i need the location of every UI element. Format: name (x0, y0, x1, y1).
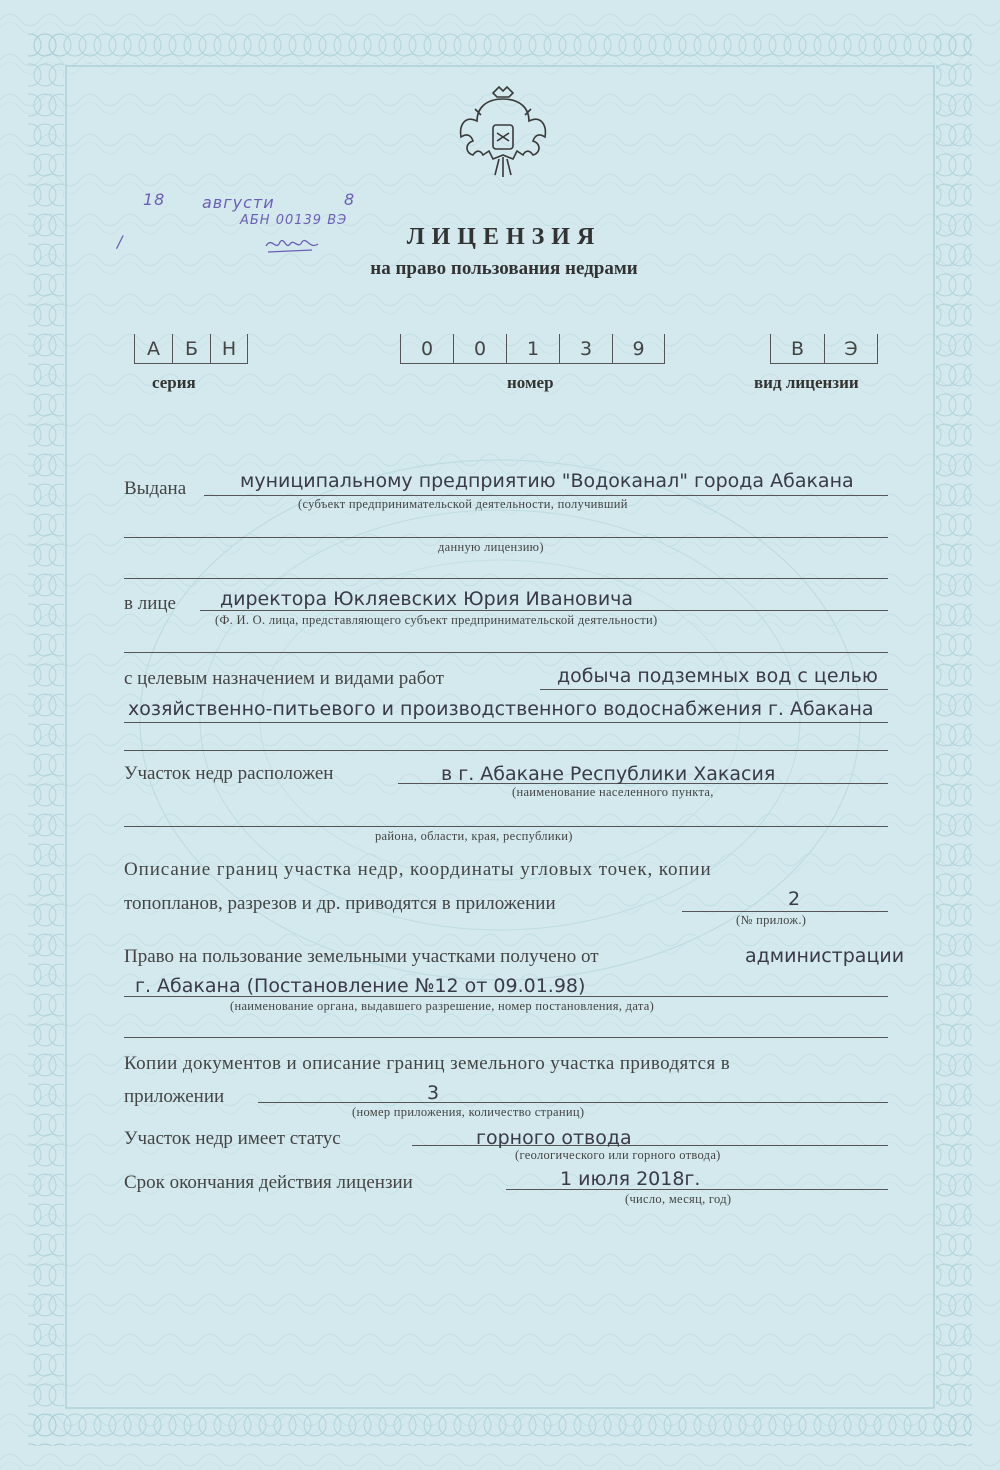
series-box: Б (172, 334, 210, 364)
number-boxes (400, 334, 665, 364)
land-line-2 (124, 1037, 888, 1038)
copies-value: 3 (427, 1082, 440, 1104)
document-title: ЛИЦЕНЗИЯ (406, 224, 602, 250)
purpose-line (540, 689, 888, 690)
boundaries-line-2: топопланов, разрезов и др. приводятся в приложении (124, 893, 556, 914)
series-label: серия (152, 373, 196, 392)
series-box: А (134, 334, 172, 364)
status-label: Участок недр имеет статус (124, 1128, 341, 1149)
location-note-1: (наименование населенного пункта, (512, 785, 714, 799)
coat-of-arms-emblem-icon (455, 85, 551, 185)
land-line-1: Право на пользование земельными участками получено от (124, 946, 599, 967)
type-boxes (770, 334, 878, 364)
number-box: 3 (559, 334, 612, 364)
handwritten-month: августи (202, 193, 275, 212)
purpose-value-1: добыча подземных вод с целью (557, 665, 878, 687)
copies-line-2: приложении (124, 1086, 225, 1107)
expiry-value: 1 июля 2018г. (560, 1168, 701, 1190)
copies-note: (номер приложения, количество страниц) (352, 1105, 585, 1119)
document-subtitle: на право пользования недрами (370, 258, 638, 279)
purpose-label: с целевым назначением и видами работ (124, 668, 444, 689)
land-value-1: администрации (745, 945, 905, 967)
location-note-2: района, области, края, республики) (375, 829, 573, 843)
person-label: в лице (124, 593, 176, 614)
handwritten-day: 18 (143, 190, 166, 209)
handwritten-tick: / (117, 232, 124, 251)
handwritten-code: АБН 00139 ВЭ (240, 213, 348, 228)
status-value: горного отвода (476, 1127, 632, 1149)
location-label: Участок недр расположен (124, 763, 334, 784)
expiry-note: (число, месяц, год) (625, 1192, 732, 1206)
number-box: 0 (453, 334, 506, 364)
number-label: номер (507, 373, 554, 392)
person-line-2 (124, 652, 888, 653)
type-box: Э (824, 334, 878, 364)
issued-line (204, 495, 888, 496)
issued-note-1: (субъект предпринимательской деятельности, получивший (298, 497, 628, 511)
boundaries-value: 2 (788, 888, 801, 910)
handwritten-number: 8 (344, 190, 356, 209)
boundaries-note: (№ прилож.) (736, 913, 807, 927)
boundaries-line-1: Описание границ участка недр, координаты угловых точек, копии (124, 859, 712, 880)
copies-line-1: Копии документов и описание границ земельного участка приводятся в (124, 1053, 731, 1074)
purpose-value-2: хозяйственно-питьевого и производственного водоснабжения г. Абакана (128, 698, 874, 720)
location-value: в г. Абакане Республики Хакасия (441, 763, 776, 785)
copies-line (258, 1102, 888, 1103)
person-note: (Ф. И. О. лица, представляющего субъект предпринимательской деятельности) (215, 613, 658, 627)
type-box: В (770, 334, 824, 364)
series-box: Н (210, 334, 248, 364)
issued-line-2 (124, 537, 888, 538)
person-value: директора Юкляевских Юрия Ивановича (220, 588, 634, 610)
type-label: вид лицензии (754, 373, 859, 392)
person-line (200, 610, 888, 611)
land-value-2: г. Абакана (Постановление №12 от 09.01.98) (135, 975, 586, 997)
issued-label: Выдана (124, 478, 187, 499)
expiry-label: Срок окончания действия лицензии (124, 1172, 413, 1193)
location-line-2 (124, 826, 888, 827)
land-note: (наименование органа, выдавшего разрешение, номер постановления, дата) (230, 999, 655, 1013)
purpose-line-3 (124, 750, 888, 751)
purpose-line-2 (124, 722, 888, 723)
issued-line-3 (124, 578, 888, 579)
number-box: 9 (612, 334, 665, 364)
number-box: 0 (400, 334, 453, 364)
issued-value: муниципальному предприятию "Водоканал" города Абакана (240, 470, 854, 492)
issued-note-2: данную лицензию) (438, 540, 544, 554)
number-box: 1 (506, 334, 559, 364)
boundaries-line (682, 911, 888, 912)
series-boxes (134, 334, 248, 364)
status-note: (геологического или горного отвода) (515, 1148, 721, 1162)
